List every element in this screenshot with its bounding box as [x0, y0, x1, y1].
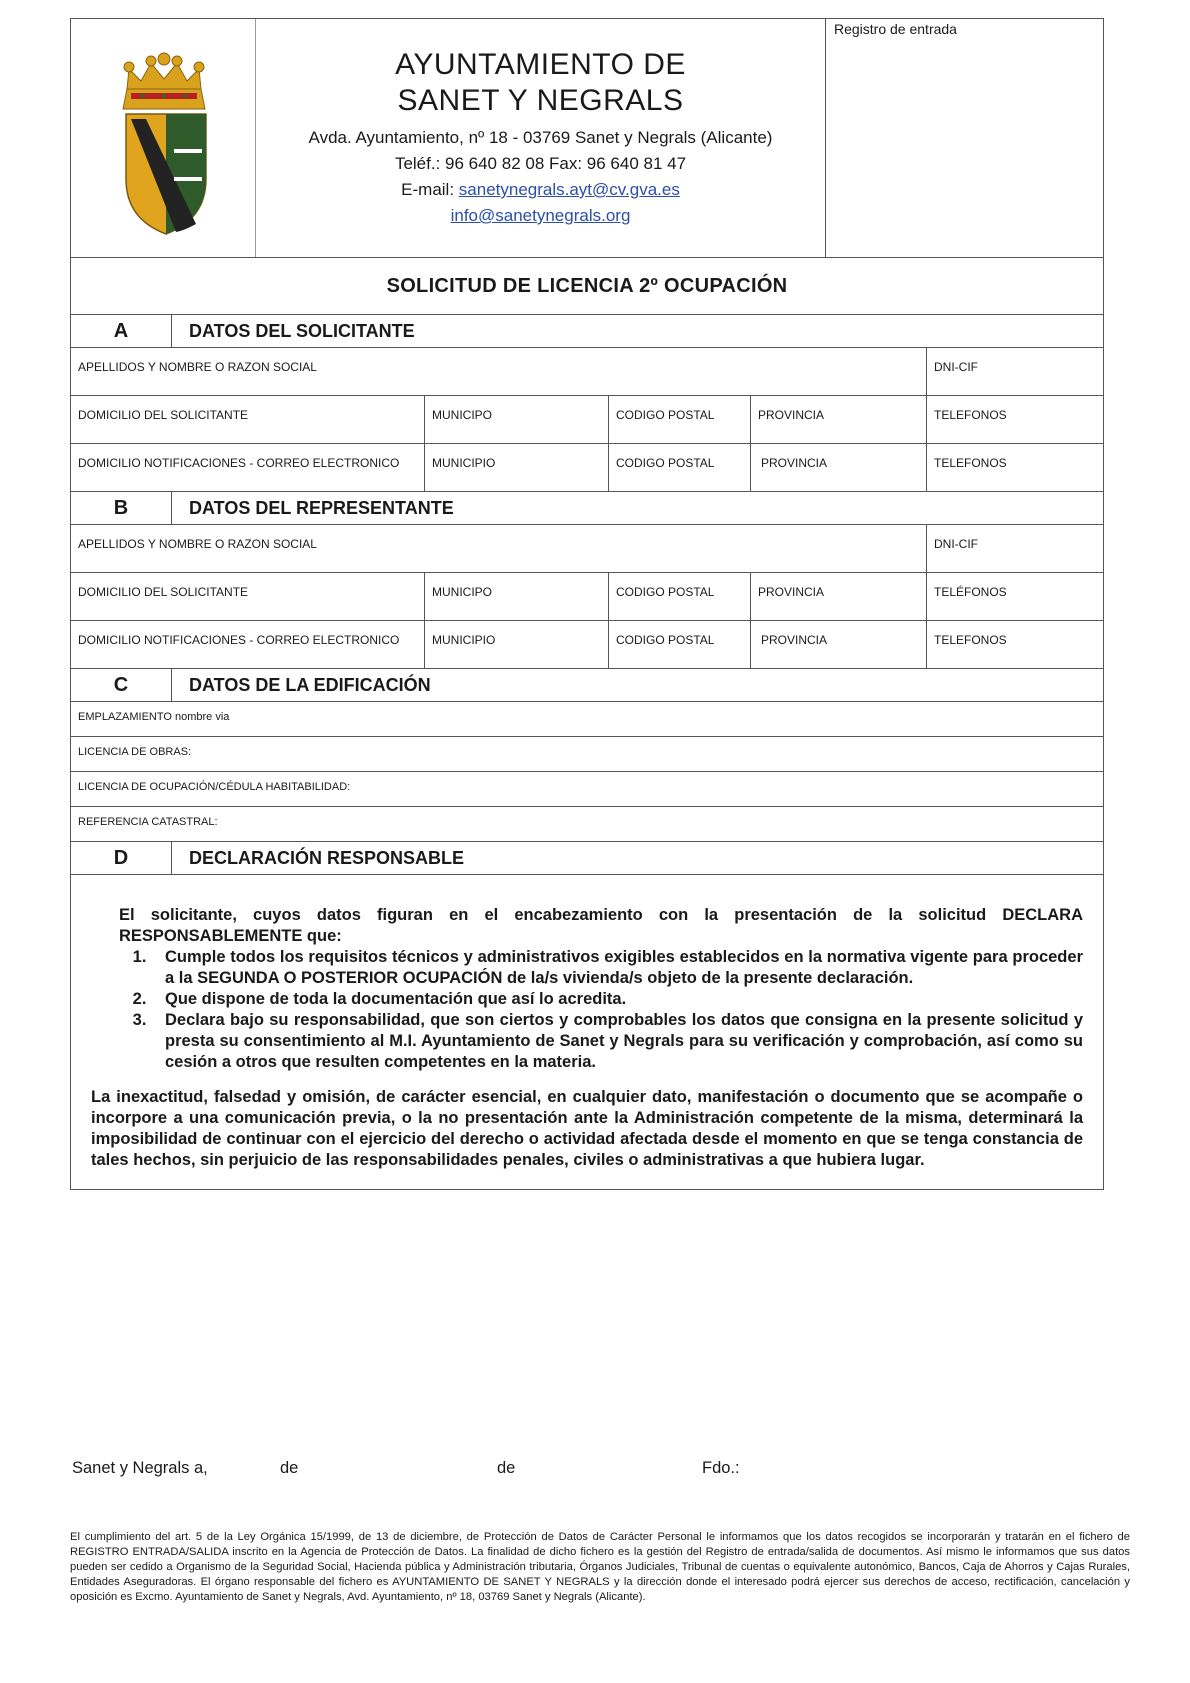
signature-place: Sanet y Negrals a, [72, 1459, 208, 1477]
town-address: Avda. Ayuntamiento, nº 18 - 03769 Sanet y Negrals (Alicante) [308, 128, 773, 147]
section-d-letter: D [71, 842, 172, 874]
emplazamiento-label: EMPLAZAMIENTO nombre via [78, 711, 230, 723]
signature-fdo: Fdo.: [702, 1459, 740, 1477]
town-email-line [255, 177, 826, 203]
section-b-header [71, 492, 1103, 525]
section-a-row-3 [71, 444, 1103, 492]
representante-not-municipio-field[interactable]: MUNICIPIO [425, 621, 609, 668]
declaracion-body [71, 875, 1103, 1189]
solicitante-not-telefonos-field[interactable]: TELEFONOS [934, 456, 1007, 470]
solicitante-nombre-field[interactable]: APELLIDOS Y NOMBRE O RAZON SOCIAL [71, 348, 927, 395]
section-d-title: DECLARACIÓN RESPONSABLE [189, 848, 465, 868]
town-name-line2: SANET Y NEGRALS [397, 84, 684, 117]
email-prefix: E-mail: [401, 180, 459, 199]
representante-provincia-field[interactable]: PROVINCIA [751, 573, 927, 620]
section-a-row-1 [71, 348, 1103, 396]
solicitante-dni-field[interactable]: DNI-CIF [934, 360, 978, 374]
section-c-letter: C [71, 669, 172, 701]
representante-not-cp-field[interactable]: CODIGO POSTAL [609, 621, 751, 668]
registro-entrada-box [825, 19, 1103, 257]
referencia-catastral-field[interactable] [71, 807, 1103, 842]
town-email-line-2 [255, 203, 826, 229]
solicitante-telefonos-field[interactable]: TELEFONOS [934, 408, 1007, 422]
solicitante-notificaciones-field[interactable]: DOMICILIO NOTIFICACIONES - CORREO ELECTRONICO [71, 444, 425, 491]
referencia-catastral-label: REFERENCIA CATASTRAL: [78, 816, 218, 828]
section-b-row-1 [71, 525, 1103, 573]
representante-municipio-field[interactable]: MUNICIPO [425, 573, 609, 620]
form-frame [70, 18, 1104, 1190]
representante-not-provincia-field[interactable]: PROVINCIA [751, 621, 927, 668]
declaracion-item-1: 1. Cumple todos los requisitos técnicos y administrativos exigibles establecidos en la normativa vigente para proceder a la SEGUNDA O POSTERIOR OCUPACIÓN de la/s vivienda/s objeto de la presente declaración. [151, 947, 1083, 989]
representante-notificaciones-field[interactable]: DOMICILIO NOTIFICACIONES - CORREO ELECTRONICO [71, 621, 425, 668]
section-c-header [71, 669, 1103, 702]
section-a-row-2 [71, 396, 1103, 444]
section-a-header [71, 315, 1103, 348]
solicitante-not-cp-field[interactable]: CODIGO POSTAL [609, 444, 751, 491]
solicitante-not-municipio-field[interactable]: MUNICIPIO [425, 444, 609, 491]
registro-entrada-label: Registro de entrada [834, 21, 957, 37]
declaracion-intro: El solicitante, cuyos datos figuran en el encabezamiento con la presentación de la solicitud DECLARA RESPONSABLEMENTE que: [119, 906, 1083, 945]
form-title: SOLICITUD DE LICENCIA 2º OCUPACIÓN [71, 258, 1103, 315]
email-link-2[interactable]: info@sanetynegrals.org [450, 206, 631, 225]
section-b-title: DATOS DEL REPRESENTANTE [189, 498, 454, 518]
declaracion-item-3: 3. Declara bajo su responsabilidad, que son ciertos y comprobables los datos que consigna en la presente solicitud y presta su consentimiento al M.I. Ayuntamiento de Sanet y Negrals para su verificación y comprobación, así como su cesión a otros que resulten competentes en la materia. [151, 1010, 1083, 1073]
section-b-letter: B [71, 492, 172, 524]
emplazamiento-field[interactable] [71, 702, 1103, 737]
solicitante-municipio-field[interactable]: MUNICIPO [425, 396, 609, 443]
representante-not-telefonos-field[interactable]: TELEFONOS [934, 633, 1007, 647]
declaracion-list [91, 947, 1083, 1073]
solicitante-cp-field[interactable]: CODIGO POSTAL [609, 396, 751, 443]
email-link-1[interactable]: sanetynegrals.ayt@cv.gva.es [458, 180, 680, 199]
representante-cp-field[interactable]: CODIGO POSTAL [609, 573, 751, 620]
logo-cell [71, 19, 256, 257]
town-name-line1: AYUNTAMIENTO DE [395, 48, 686, 81]
signature-de-2: de [497, 1459, 516, 1477]
legal-notice: El cumplimiento del art. 5 de la Ley Orgánica 15/1999, de 13 de diciembre, de Protección de Datos de Carácter Personal le informamos que los datos recogidos se incorporarán y tratarán en el fichero de REGISTRO ENTRADA/SALIDA inscrito en la Agencia de Protección de Datos. La finalidad de dicho fichero es la gestión del Registro de entrada/salida de documentos. Así mismo le informamos que sus datos pueden ser cedido a Organismo de la Seguridad Social, Hacienda pública y Administración tributaria, Órganos Judiciales, Tribunal de cuentas o equivalente autonómico, Bancos, Caja de Ahorros y Cajas Rurales, Entidades Aseguradoras. El órgano responsable del fichero es AYUNTAMIENTO DE SANET Y NEGRALS y la dirección donde el interesado podrá ejercer sus derechos de acceso, rectificación, cancelación y oposición es Excmo. Ayuntamiento de Sanet y Negrals, Avd. Ayuntamiento, nº 18, 03769 Sanet y Negrals (Alicante). [70, 1531, 1130, 1603]
declaracion-item-2: 2. Que dispone de toda la documentación que así lo acredita. [151, 989, 1083, 1010]
licencia-obras-label: LICENCIA DE OBRAS: [78, 746, 192, 758]
solicitante-not-provincia-field[interactable]: PROVINCIA [751, 444, 927, 491]
representante-telefonos-field[interactable]: TELÉFONOS [934, 585, 1007, 599]
representante-nombre-field[interactable]: APELLIDOS Y NOMBRE O RAZON SOCIAL [71, 525, 927, 572]
section-b-row-2 [71, 573, 1103, 621]
section-a-title: DATOS DEL SOLICITANTE [189, 321, 415, 341]
town-phone-fax: Teléf.: 96 640 82 08 Fax: 96 640 81 47 [394, 154, 687, 173]
declaracion-closing: La inexactitud, falsedad y omisión, de carácter esencial, en cualquier dato, manifestación o documento que se acompañe o incorpore a una comunicación previa, o la no presentación ante la Administración competente de la misma, determinará la imposibilidad de continuar con el ejercicio del derecho o actividad afectada desde el momento en que se tenga constancia de tales hechos, sin perjuicio de las responsabilidades penales, civiles o administrativas a que hubiera lugar. [91, 1088, 1083, 1169]
form-header [71, 19, 1103, 258]
section-d-header [71, 842, 1103, 875]
section-a-letter: A [71, 315, 172, 347]
licencia-ocupacion-field[interactable] [71, 772, 1103, 807]
signature-de-1: de [280, 1459, 299, 1477]
coat-of-arms-icon [71, 19, 255, 257]
solicitante-provincia-field[interactable]: PROVINCIA [751, 396, 927, 443]
section-b-row-3 [71, 621, 1103, 669]
licencia-obras-field[interactable] [71, 737, 1103, 772]
licencia-ocupacion-label: LICENCIA DE OCUPACIÓN/CÉDULA HABITABILIDAD: [78, 781, 351, 793]
section-c-title: DATOS DE LA EDIFICACIÓN [189, 675, 431, 695]
representante-domicilio-field[interactable]: DOMICILIO DEL SOLICITANTE [71, 573, 425, 620]
town-info [255, 19, 826, 229]
solicitante-domicilio-field[interactable]: DOMICILIO DEL SOLICITANTE [71, 396, 425, 443]
representante-dni-field[interactable]: DNI-CIF [934, 537, 978, 551]
